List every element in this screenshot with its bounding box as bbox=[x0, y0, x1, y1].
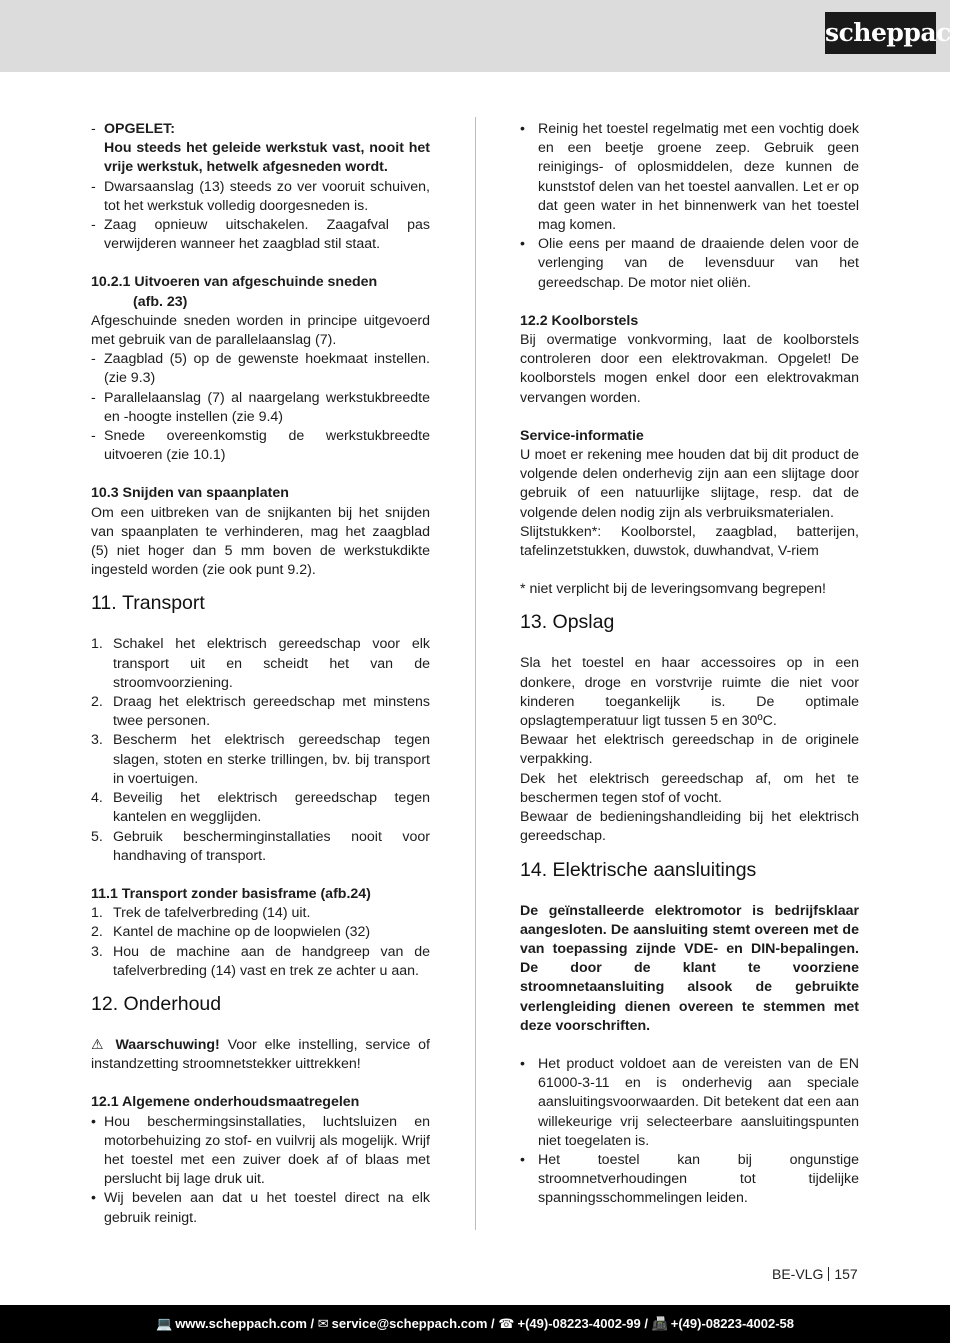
list-item: • Olie eens per maand de draaiende delen voor de verlenging van de levensduur van het gereedschap. De motor niet oliën. bbox=[520, 236, 859, 291]
paragraph: Afgeschuinde sneden worden in principe uitgevoerd met gebruik van de parallelaanslag (7). bbox=[91, 312, 430, 349]
footnote: * niet verplicht bij de leveringsomvang begrepen! bbox=[520, 581, 827, 598]
phone-icon: ☎ bbox=[498, 1316, 515, 1331]
section-heading-10-2-1: 10.2.1 Uitvoeren van afgeschuinde sneden bbox=[91, 274, 378, 291]
section-heading-11-1: 11.1 Transport zonder basisframe (afb.24) bbox=[91, 885, 371, 902]
column-divider bbox=[475, 117, 476, 1230]
chapter-heading-11: 11. Transport bbox=[91, 592, 205, 615]
list-item: 4. Beveilig het elektrisch gereedschap tegen kantelen en wegglijden. bbox=[91, 790, 430, 826]
paragraph: Bij overmatige vonkvorming, laat de koolborstels controleren door een elektrovakman. Opgelet! De koolborstels mogen enkel door een elektrovakman vervangen worden. bbox=[520, 332, 859, 406]
list-item: • Wij bevelen aan dat u het toestel direct na elk gebruik reinigt. bbox=[91, 1190, 430, 1226]
website-link[interactable]: www.scheppach.com bbox=[175, 1316, 307, 1331]
warning-title: OPGELET: bbox=[104, 121, 175, 137]
list-item: • Het toestel kan bij ongunstige stroomnetverhoudingen tot tijdelijke spanningsschommelingen leiden. bbox=[520, 1151, 859, 1207]
fax-icon: 📠 bbox=[651, 1316, 668, 1331]
warning-icon: ⚠ bbox=[91, 1036, 108, 1053]
chapter-heading-13: 13. Opslag bbox=[520, 611, 615, 634]
paragraph: U moet er rekening mee houden dat bij dit product de volgende delen onderhevig zijn aan een slijtage door gebruik of een natuurlijke slijtage, resp. dat de volgende delen nodig zijn als verbruiksmaterialen. bbox=[520, 447, 859, 521]
list-item: • Hou beschermingsinstallaties, luchtsluizen en motorbehuizing zo stof- en vuilvrij als mogelijk. Wrijf het toestel met een zuiver doek af of blaas met perslucht bij lage druk uit. bbox=[91, 1113, 430, 1188]
right-column bbox=[520, 120, 859, 1209]
service-heading: Service-informatie bbox=[520, 427, 644, 444]
footer-bar: 💻 www.scheppach.com / ✉ service@scheppach.com / ☎ +(49)-08223-4002-99 / 📠 +(49)-08223-4002-58 bbox=[0, 1305, 950, 1343]
paragraph: Bewaar het elektrisch gereedschap in de originele verpakking. bbox=[520, 732, 859, 768]
list-item: - Dwarsaanslag (13) steeds zo ver vooruit schuiven, tot het werkstuk volledig doorgesneden is. bbox=[91, 178, 430, 214]
chapter-heading-12: 12. Onderhoud bbox=[91, 992, 222, 1015]
paragraph: Sla het toestel en haar accessoires op in een donkere, droge en vorstvrije ruimte die niet voor kinderen toegankelijk is. De optimale opslagtemperatuur ligt tussen 5 en 30ºC. bbox=[520, 655, 859, 730]
list-item: 1. Trek de tafelverbreding (14) uit. bbox=[91, 905, 311, 922]
chapter-heading-14: 14. Elektrische aansluitings bbox=[520, 858, 757, 881]
fax-number: +(49)-08223-4002-58 bbox=[670, 1316, 794, 1331]
section-heading-12-2: 12.2 Koolborstels bbox=[520, 312, 639, 329]
warning-text: Hou steeds het geleide werkstuk vast, nooit het vrije werkstuk, hetwelk afgesneden wordt. bbox=[104, 140, 430, 176]
section-heading-12-1: 12.1 Algemene onderhoudsmaatregelen bbox=[91, 1094, 360, 1111]
paragraph: Dek het elektrisch gereedschap af, om het te beschermen tegen stof of vocht. bbox=[520, 770, 859, 806]
list-item: - Parallelaanslag (7) al naargelang werkstukbreedte en -hoogte instellen (zie 9.4) bbox=[91, 389, 430, 425]
list-item: • Reinig het toestel regelmatig met een vochtig doek en een beetje groene zeep. Gebruik geen reinigings- of oplosmiddelen, deze kunnen de kunststof delen van het toestel aanvallen. Let er op dat geen water in het binnenwerk van het toestel mag komen. bbox=[520, 121, 859, 234]
section-heading-10-2-1-ref: (afb. 23) bbox=[133, 293, 188, 310]
page-number: BE-VLG 157 bbox=[772, 1266, 858, 1282]
list-item: - OPGELET: Hou steeds het geleide werkstuk vast, nooit het vrije werkstuk, hetwelk afgesneden wordt. bbox=[91, 120, 430, 178]
wear-parts: Slijtstukken*: Koolborstel, zaagblad, batterijen, tafelinzetstukken, duwstok, duwhandvat, V-riem bbox=[520, 523, 859, 560]
email-link[interactable]: service@scheppach.com bbox=[331, 1316, 488, 1331]
list-item: • Het product voldoet aan de vereisten van de EN 61000-3-11 en is onderhevig aan speciale aansluitingsvoorwaarden. Dit betekent dat een aan willekeurige vrij selecteerbare aansluitingspunten niet toegelaten is. bbox=[520, 1055, 859, 1149]
list-item: 3. Hou de machine aan de handgreep van de tafelverbreding (14) vast en trek ze achter u aan. bbox=[91, 943, 430, 979]
list-item: - Zaag opnieuw uitschakelen. Zaagafval pas verwijderen wanneer het zaagblad stil staat. bbox=[91, 217, 430, 253]
paragraph: Bewaar de bedieningshandleiding bij het elektrisch gereedschap. bbox=[520, 809, 859, 845]
warning-paragraph: ⚠ Waarschuwing! Voor elke instelling, service of instandzetting stroomnetstekker uittrekken! bbox=[91, 1036, 430, 1073]
left-column bbox=[91, 120, 430, 1228]
scheppach-logo: scheppach bbox=[825, 12, 936, 54]
section-heading-10-3: 10.3 Snijden van spaanplaten bbox=[91, 485, 289, 502]
list-item: 2. Kantel de machine op de loopwielen (32) bbox=[91, 924, 371, 941]
paragraph: Om een uitbreken van de snijkanten bij het snijden van spaanplaten te verhinderen, mag het zaagblad (5) niet hoger dan 5 mm boven de werkstukdikte ingesteld worden (zie ook punt 9.2). bbox=[91, 504, 430, 579]
list-item: 5. Gebruik bescherminginstallaties nooit voor handhaving of transport. bbox=[91, 828, 430, 864]
list-item: 3. Bescherm het elektrisch gereedschap tegen slagen, stoten en sterke trillingen, bv. bij transport in voertuigen. bbox=[91, 732, 430, 787]
list-item: - Snede overeenkomstig de werkstukbreedte uitvoeren (zie 10.1) bbox=[91, 428, 430, 464]
header-bar bbox=[0, 0, 968, 72]
list-item: 1. Schakel het elektrisch gereedschap voor elk transport uit en scheidt het van de stroomvoorziening. bbox=[91, 636, 430, 691]
list-item: - Zaagblad (5) op de gewenste hoekmaat instellen. (zie 9.3) bbox=[91, 351, 430, 387]
bold-paragraph: De geïnstalleerde elektromotor is bedrijfsklaar aangesloten. De aansluiting stemt overeen met de van toepassing zijnde VDE- en DIN-bepalingen. De door de klant te voorziene stroomnetaansluiting alsook de gebruikte verlengleiding dienen overeen te stemmen met deze voorschriften. bbox=[520, 902, 859, 1034]
mail-icon: ✉ bbox=[317, 1316, 329, 1331]
phone-number: +(49)-08223-4002-99 bbox=[517, 1316, 641, 1331]
list-item: 2. Draag het elektrisch gereedschap met minstens twee personen. bbox=[91, 694, 430, 730]
computer-icon: 💻 bbox=[156, 1316, 173, 1331]
